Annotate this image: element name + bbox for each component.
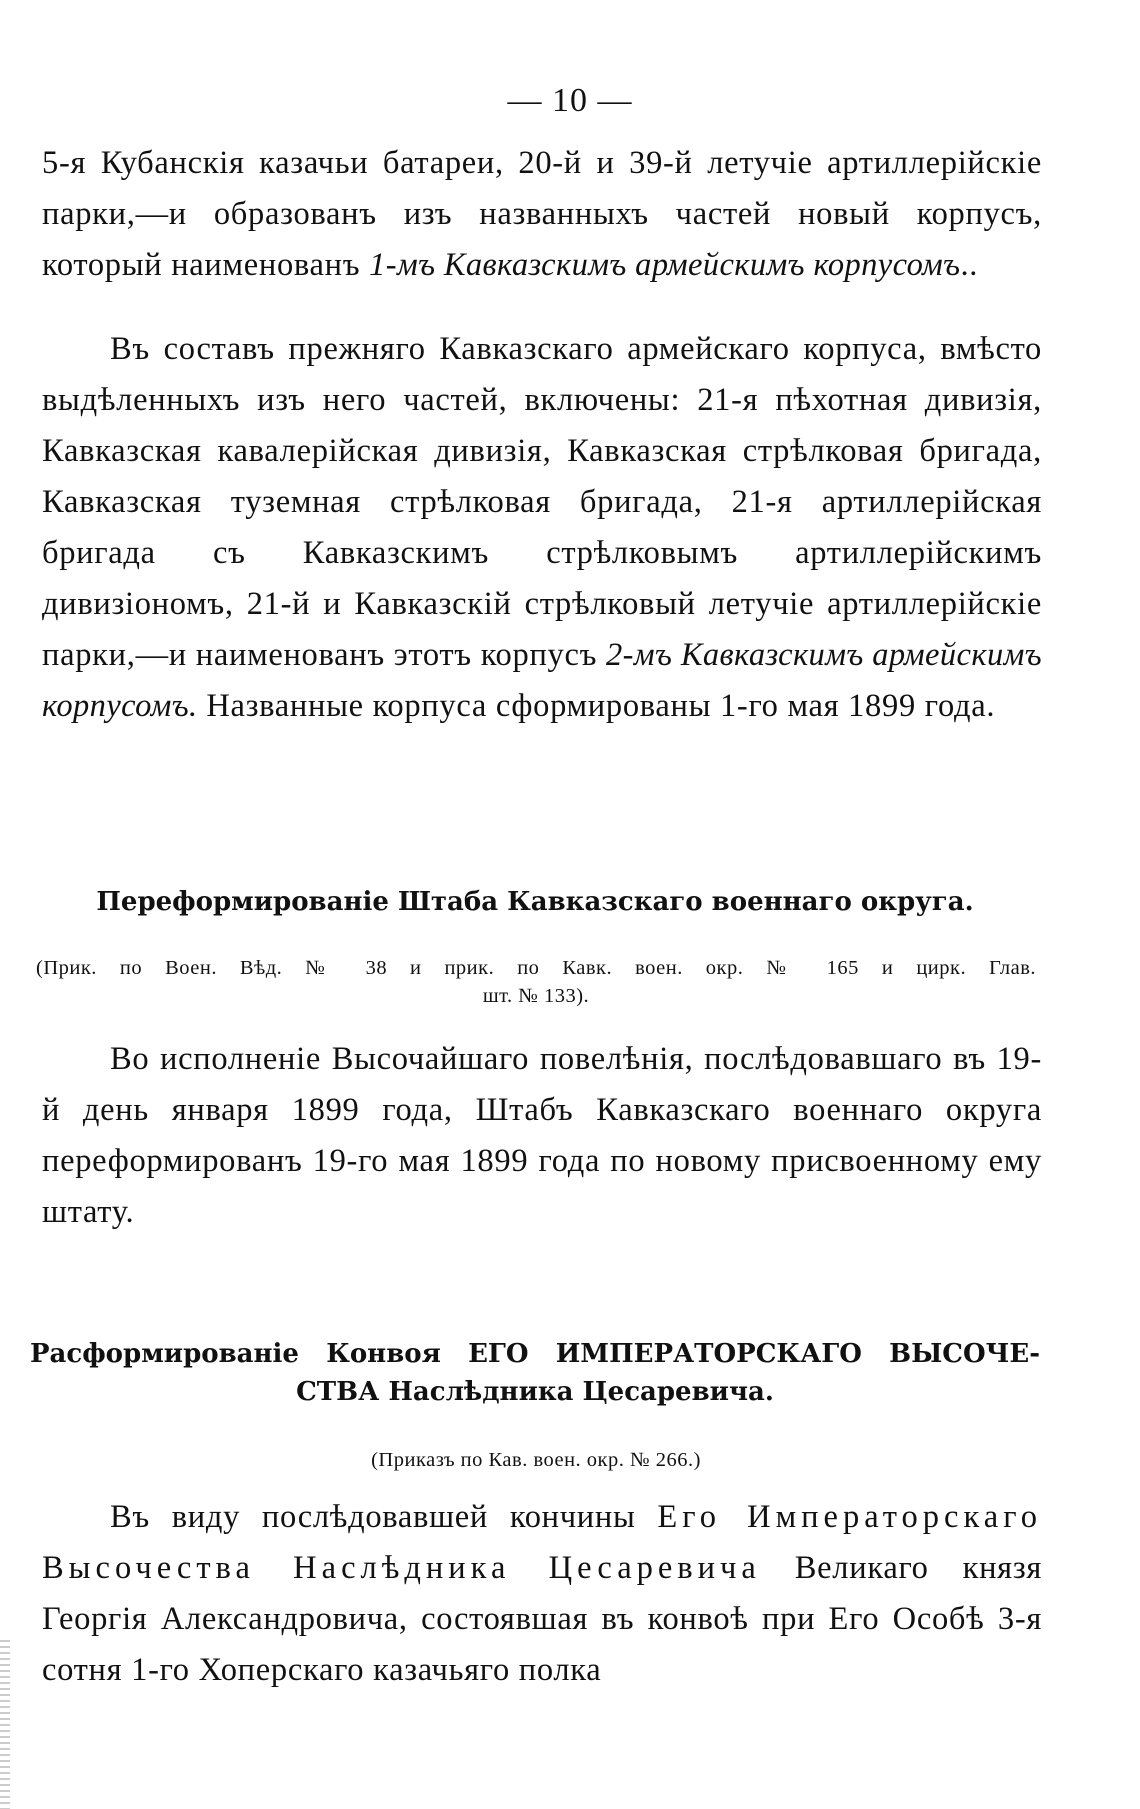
page-number: — 10 — bbox=[507, 82, 633, 119]
section-citation: (Приказъ по Кав. воен. окр. № 266.) bbox=[371, 1449, 701, 1471]
paragraph-text: 5-я Кубанскія казачьи батареи, 20-й и 39-й летучіе артиллерійскіе парки,—и образованъ изъ названныхъ частей новый корпусъ, который наименованъ bbox=[42, 145, 1042, 283]
paragraph-convoy-disbandment bbox=[42, 1492, 1042, 1696]
section-heading-convoy-disbandment-cont: СТВА Наслѣдника Цесаревича. bbox=[296, 1377, 774, 1407]
paragraph-corps-formation bbox=[42, 138, 1042, 291]
paragraph-text: Названные корпуса сформированы 1-го мая 1899 года. bbox=[197, 688, 996, 724]
paragraph-staff-reformation: Во исполненіе Высочайшаго повелѣнія, послѣдовавшаго въ 19-й день января 1899 года, Штабъ Кавказскаго военнаго округа переформированъ 19-го мая 1899 года по новому присвоенному ему штату. bbox=[42, 1041, 1042, 1230]
paragraph-text: .. bbox=[960, 247, 979, 283]
page-edge-shadow bbox=[0, 1640, 10, 1809]
corps-name-italic: 1-мъ Кавказскимъ армейскимъ корпусомъ bbox=[369, 247, 961, 283]
corps-name-italic: 2-мъ Кавказскимъ армейскимъ корпусомъ. bbox=[42, 637, 1043, 724]
paragraph-text: Великаго князя Георгія Александровича, состоявшая въ конвоѣ при Его Особѣ 3-я сотня 1-го Хоперскаго казачьяго полка bbox=[42, 1550, 1043, 1688]
section-citation: (Прик. по Воен. Вѣд. № 38 и прик. по Кавк. воен. окр. № 165 и цирк. Глав. bbox=[36, 957, 1036, 979]
paragraph-corps-composition bbox=[42, 324, 1042, 732]
section-heading-staff-reformation: Переформированіе Штаба Кавказскаго военнаго округа. bbox=[96, 887, 974, 917]
section-citation-cont: шт. № 133). bbox=[482, 985, 590, 1007]
imperial-title-spaced: Его Императорскаго Высочества Наслѣдника Цесаревича bbox=[42, 1499, 1042, 1586]
section-heading-convoy-disbandment: Расформированіе Конвоя ЕГО ИМПЕРАТОРСКАГО ВЫСОЧЕ- bbox=[30, 1339, 1040, 1369]
paragraph-text: Въ виду послѣдовавшей кончины bbox=[110, 1499, 658, 1535]
paragraph-text: Въ составъ прежняго Кавказскаго армейскаго корпуса, вмѣсто выдѣленныхъ изъ него частей, включены: 21-я пѣхотная дивизія, Кавказская кавалерійская дивизія, Кавказская стрѣлковая бригада, Кавказская туземная стрѣлковая бригада, 21-я артиллерійская бригада съ Кавказскимъ стрѣлковымъ артиллерійскимъ дивизіономъ, 21-й и Кавказскій стрѣлковый летучіе артиллерійскіе парки,—и наименованъ этотъ корпусъ bbox=[42, 331, 1042, 673]
